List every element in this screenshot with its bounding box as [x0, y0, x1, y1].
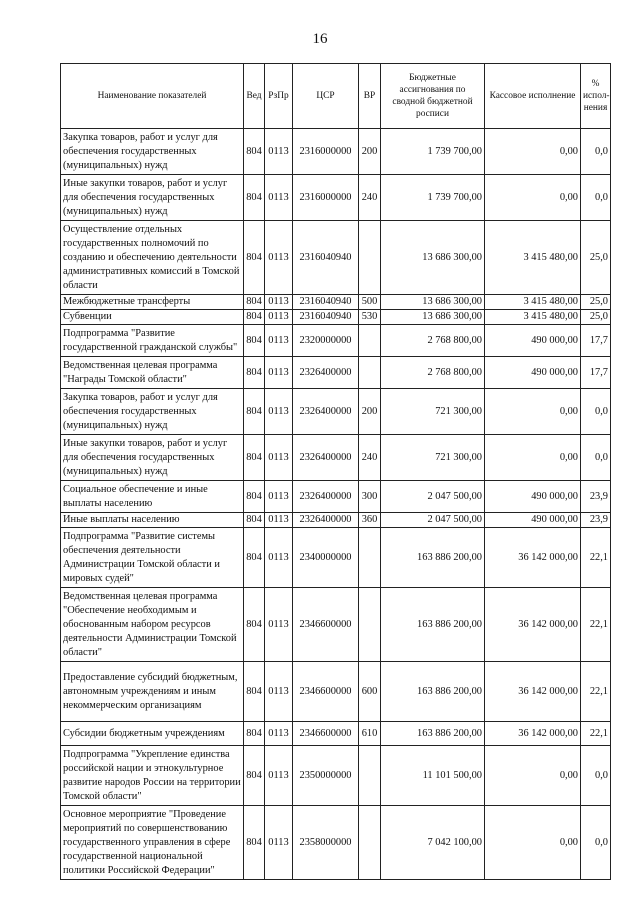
table-row — [61, 310, 611, 325]
row-rzpr: 0113 — [265, 588, 293, 662]
row-vr: 360 — [359, 513, 381, 528]
row-csr: 2326400000 — [293, 389, 359, 435]
header-csr: ЦСР — [293, 64, 359, 129]
table-row — [61, 513, 611, 528]
row-ved: 804 — [244, 435, 265, 481]
row-name: Иные выплаты населению — [61, 513, 244, 528]
row-name: Закупка товаров, работ и услуг для обеспечения государственных (муниципальных) нужд — [61, 129, 244, 175]
row-cash: 3 415 480,00 — [485, 310, 581, 325]
row-cash: 490 000,00 — [485, 357, 581, 389]
table-row — [61, 481, 611, 513]
row-csr: 2326400000 — [293, 513, 359, 528]
row-percent: 0,0 — [581, 129, 611, 175]
table-row — [61, 325, 611, 357]
row-percent: 22,1 — [581, 588, 611, 662]
row-rzpr: 0113 — [265, 175, 293, 221]
row-rzpr: 0113 — [265, 746, 293, 806]
row-budget: 1 739 700,00 — [381, 129, 485, 175]
header-name: Наименование показателей — [61, 64, 244, 129]
row-vr: 200 — [359, 129, 381, 175]
table-row — [61, 722, 611, 746]
row-budget: 2 768 800,00 — [381, 357, 485, 389]
row-cash: 36 142 000,00 — [485, 528, 581, 588]
row-cash: 36 142 000,00 — [485, 722, 581, 746]
table-row — [61, 435, 611, 481]
row-cash: 3 415 480,00 — [485, 221, 581, 295]
row-rzpr: 0113 — [265, 357, 293, 389]
row-percent: 0,0 — [581, 806, 611, 880]
row-ved: 804 — [244, 722, 265, 746]
row-ved: 804 — [244, 588, 265, 662]
row-cash: 0,00 — [485, 129, 581, 175]
row-name: Субсидии бюджетным учреждениям — [61, 722, 244, 746]
row-name: Ведомственная целевая программа "Награды Томской области" — [61, 357, 244, 389]
row-ved: 804 — [244, 221, 265, 295]
row-percent: 23,9 — [581, 513, 611, 528]
row-name: Подпрограмма "Развитие системы обеспечения деятельности Администрации Томской области и мировых судей" — [61, 528, 244, 588]
row-budget: 2 047 500,00 — [381, 481, 485, 513]
row-budget: 1 739 700,00 — [381, 175, 485, 221]
row-budget: 721 300,00 — [381, 389, 485, 435]
row-csr: 2320000000 — [293, 325, 359, 357]
row-csr: 2340000000 — [293, 528, 359, 588]
row-ved: 804 — [244, 295, 265, 310]
row-cash: 0,00 — [485, 389, 581, 435]
row-rzpr: 0113 — [265, 129, 293, 175]
row-budget: 163 886 200,00 — [381, 662, 485, 722]
row-csr: 2350000000 — [293, 746, 359, 806]
table-body — [61, 129, 611, 880]
row-rzpr: 0113 — [265, 389, 293, 435]
row-percent: 25,0 — [581, 295, 611, 310]
row-ved: 804 — [244, 662, 265, 722]
row-csr: 2316000000 — [293, 129, 359, 175]
row-name: Субвенции — [61, 310, 244, 325]
row-name: Ведомственная целевая программа "Обеспечение необходимым и обоснованным набором ресурсов деятельности Администрации Томской области" — [61, 588, 244, 662]
row-name: Межбюджетные трансферты — [61, 295, 244, 310]
row-name: Иные закупки товаров, работ и услуг для обеспечения государственных (муниципальных) нужд — [61, 435, 244, 481]
table-header-row — [61, 64, 611, 129]
row-cash: 0,00 — [485, 435, 581, 481]
row-name: Основное мероприятие "Проведение мероприятий по совершенствованию государственного управления в сфере государственной национальной политики Российской Федерации" — [61, 806, 244, 880]
row-ved: 804 — [244, 481, 265, 513]
row-cash: 3 415 480,00 — [485, 295, 581, 310]
row-name: Осуществление отдельных государственных полномочий по созданию и обеспечению деятельности административных комиссий в Томской области — [61, 221, 244, 295]
table-row — [61, 221, 611, 295]
row-budget: 163 886 200,00 — [381, 722, 485, 746]
row-percent: 17,7 — [581, 357, 611, 389]
table-row — [61, 528, 611, 588]
row-cash: 36 142 000,00 — [485, 662, 581, 722]
row-vr: 610 — [359, 722, 381, 746]
row-vr — [359, 325, 381, 357]
row-vr: 240 — [359, 175, 381, 221]
row-cash: 36 142 000,00 — [485, 588, 581, 662]
row-budget: 2 047 500,00 — [381, 513, 485, 528]
row-rzpr: 0113 — [265, 481, 293, 513]
row-budget: 163 886 200,00 — [381, 528, 485, 588]
row-ved: 804 — [244, 806, 265, 880]
row-cash: 490 000,00 — [485, 325, 581, 357]
row-cash: 0,00 — [485, 175, 581, 221]
row-percent: 0,0 — [581, 746, 611, 806]
table-row — [61, 357, 611, 389]
row-csr: 2358000000 — [293, 806, 359, 880]
row-rzpr: 0113 — [265, 435, 293, 481]
row-budget: 2 768 800,00 — [381, 325, 485, 357]
row-percent: 17,7 — [581, 325, 611, 357]
row-rzpr: 0113 — [265, 310, 293, 325]
header-budget: Бюджетные ассигнования по сводной бюджетной росписи — [381, 64, 485, 129]
row-ved: 804 — [244, 389, 265, 435]
row-budget: 13 686 300,00 — [381, 221, 485, 295]
row-ved: 804 — [244, 175, 265, 221]
table-row — [61, 295, 611, 310]
row-percent: 22,1 — [581, 662, 611, 722]
row-csr: 2346600000 — [293, 722, 359, 746]
row-vr — [359, 806, 381, 880]
row-budget: 7 042 100,00 — [381, 806, 485, 880]
row-csr: 2326400000 — [293, 481, 359, 513]
row-percent: 23,9 — [581, 481, 611, 513]
row-percent: 0,0 — [581, 389, 611, 435]
row-percent: 25,0 — [581, 221, 611, 295]
header-ved: Вед — [244, 64, 265, 129]
row-csr: 2326400000 — [293, 435, 359, 481]
row-rzpr: 0113 — [265, 513, 293, 528]
row-vr: 530 — [359, 310, 381, 325]
header-vr: ВР — [359, 64, 381, 129]
row-budget: 13 686 300,00 — [381, 310, 485, 325]
row-ved: 804 — [244, 746, 265, 806]
row-budget: 163 886 200,00 — [381, 588, 485, 662]
row-csr: 2316040940 — [293, 310, 359, 325]
row-rzpr: 0113 — [265, 295, 293, 310]
row-percent: 22,1 — [581, 722, 611, 746]
row-ved: 804 — [244, 513, 265, 528]
row-name: Подпрограмма "Укрепление единства российской нации и этнокультурное развитие народов России на территории Томской области" — [61, 746, 244, 806]
row-vr: 500 — [359, 295, 381, 310]
row-csr: 2346600000 — [293, 662, 359, 722]
table-row — [61, 588, 611, 662]
row-ved: 804 — [244, 129, 265, 175]
row-percent: 22,1 — [581, 528, 611, 588]
row-cash: 0,00 — [485, 746, 581, 806]
row-vr: 240 — [359, 435, 381, 481]
row-csr: 2316040940 — [293, 295, 359, 310]
row-vr — [359, 357, 381, 389]
row-percent: 25,0 — [581, 310, 611, 325]
page-number: 16 — [312, 31, 328, 47]
row-rzpr: 0113 — [265, 221, 293, 295]
table-row — [61, 746, 611, 806]
row-cash: 490 000,00 — [485, 481, 581, 513]
row-name: Предоставление субсидий бюджетным, автономным учреждениям и иным некоммерческим организациям — [61, 662, 244, 722]
row-budget: 13 686 300,00 — [381, 295, 485, 310]
row-budget: 721 300,00 — [381, 435, 485, 481]
table-row — [61, 175, 611, 221]
row-vr — [359, 588, 381, 662]
row-vr — [359, 221, 381, 295]
row-budget: 11 101 500,00 — [381, 746, 485, 806]
row-ved: 804 — [244, 325, 265, 357]
table-row — [61, 662, 611, 722]
row-csr: 2316000000 — [293, 175, 359, 221]
table-row — [61, 129, 611, 175]
row-ved: 804 — [244, 357, 265, 389]
row-rzpr: 0113 — [265, 722, 293, 746]
row-vr — [359, 746, 381, 806]
budget-execution-table — [60, 63, 611, 880]
row-vr: 300 — [359, 481, 381, 513]
row-cash: 490 000,00 — [485, 513, 581, 528]
row-vr — [359, 528, 381, 588]
row-name: Подпрограмма "Развитие государственной гражданской службы" — [61, 325, 244, 357]
row-rzpr: 0113 — [265, 662, 293, 722]
row-ved: 804 — [244, 528, 265, 588]
row-vr: 200 — [359, 389, 381, 435]
row-name: Закупка товаров, работ и услуг для обеспечения государственных (муниципальных) нужд — [61, 389, 244, 435]
row-vr: 600 — [359, 662, 381, 722]
header-percent: % испол-нения — [581, 64, 611, 129]
header-rzpr: РзПр — [265, 64, 293, 129]
row-csr: 2326400000 — [293, 357, 359, 389]
row-rzpr: 0113 — [265, 325, 293, 357]
row-name: Иные закупки товаров, работ и услуг для обеспечения государственных (муниципальных) нужд — [61, 175, 244, 221]
table-row — [61, 806, 611, 880]
row-cash: 0,00 — [485, 806, 581, 880]
header-cash: Кассовое исполнение — [485, 64, 581, 129]
row-name: Социальное обеспечение и иные выплаты населению — [61, 481, 244, 513]
table-row — [61, 389, 611, 435]
row-rzpr: 0113 — [265, 528, 293, 588]
row-percent: 0,0 — [581, 435, 611, 481]
row-ved: 804 — [244, 310, 265, 325]
row-percent: 0,0 — [581, 175, 611, 221]
row-csr: 2316040940 — [293, 221, 359, 295]
row-csr: 2346600000 — [293, 588, 359, 662]
row-rzpr: 0113 — [265, 806, 293, 880]
